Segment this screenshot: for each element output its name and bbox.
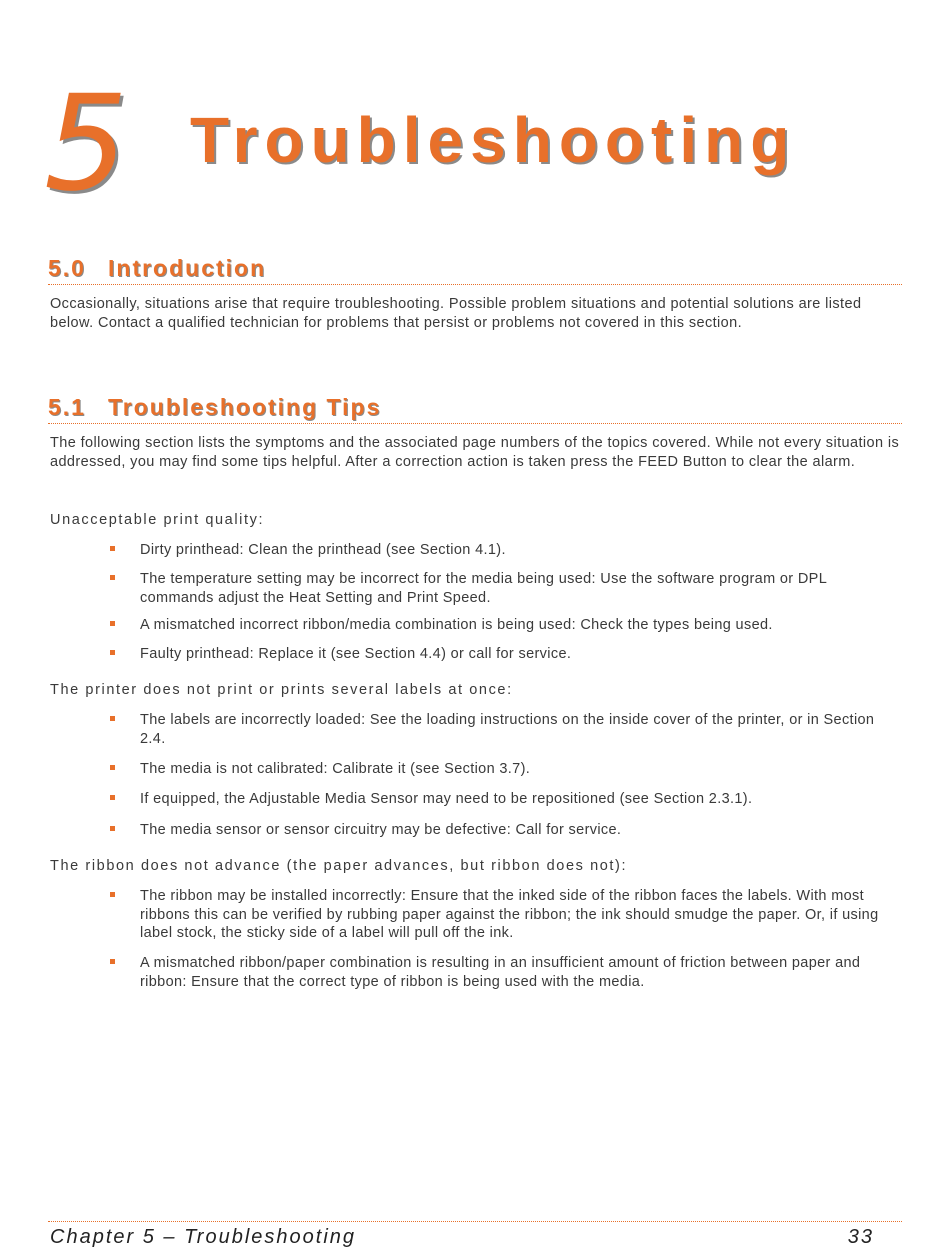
section-title: Troubleshooting Tips [108,394,382,420]
section-heading-troubleshooting-tips [48,393,902,424]
problem-heading-ribbon: The ribbon does not advance (the paper advances, but ribbon does not): [50,858,628,874]
section-number: 5.1 [48,394,86,420]
bullet-square-icon [110,650,115,655]
tips-paragraph: The following section lists the symptoms and the associated page numbers of the topics covered. While not every situation is addressed, you may find some tips helpful. After a correction action is taken press the FEED Button to clear the alarm. [50,435,900,470]
list-item: The media sensor or sensor circuitry may be defective: Call for service. [140,821,900,840]
list-item: The labels are incorrectly loaded: See the loading instructions on the inside cover of the printer, or in Section 2.4. [140,711,900,748]
section-heading-introduction [48,254,902,285]
list-item: The temperature setting may be incorrect for the media being used: Use the software program or DPL commands adjust the Heat Setting and Print Speed. [140,570,900,607]
problem-heading-no-print: The printer does not print or prints several labels at once: [50,682,513,698]
list-item: The ribbon may be installed incorrectly: Ensure that the inked side of the ribbon faces the labels. With most ribbons this can be verified by rubbing paper against the ribbon; the ink should smudge the paper. Or, if using label stock, the sticky side of a label will pull off the ink. [140,887,900,943]
page-number: 33 [847,1226,874,1248]
bullet-square-icon [110,575,115,580]
bullet-square-icon [110,892,115,897]
list-item: A mismatched ribbon/paper combination is resulting in an insufficient amount of friction between paper and ribbon: Ensure that the correct type of ribbon is being used with the media. [140,954,900,991]
footer-chapter-label: Chapter 5 – Troubleshooting [50,1226,357,1248]
section-number: 5.0 [48,255,86,281]
introduction-paragraph: Occasionally, situations arise that require troubleshooting. Possible problem situations and potential solutions are listed below. Contact a qualified technician for problems that persist or problems not covered in this section. [50,296,862,331]
bullet-square-icon [110,765,115,770]
bullet-square-icon [110,716,115,721]
bullet-square-icon [110,621,115,626]
problem-heading-print-quality: Unacceptable print quality: [50,512,265,528]
list-item: A mismatched incorrect ribbon/media combination is being used: Check the types being used. [140,616,900,635]
chapter-title: Troubleshooting [190,104,797,176]
bullet-square-icon [110,546,115,551]
bullet-square-icon [110,826,115,831]
section-title: Introduction [108,255,267,281]
list-item: If equipped, the Adjustable Media Sensor may need to be repositioned (see Section 2.3.1). [140,790,900,809]
bullet-square-icon [110,795,115,800]
bullet-square-icon [110,959,115,964]
list-item: The media is not calibrated: Calibrate it (see Section 3.7). [140,760,900,779]
footer-divider [48,1221,902,1222]
list-item: Dirty printhead: Clean the printhead (see Section 4.1). [140,541,900,560]
chapter-number: 5 [44,67,128,221]
list-item: Faulty printhead: Replace it (see Section 4.4) or call for service. [140,645,900,664]
